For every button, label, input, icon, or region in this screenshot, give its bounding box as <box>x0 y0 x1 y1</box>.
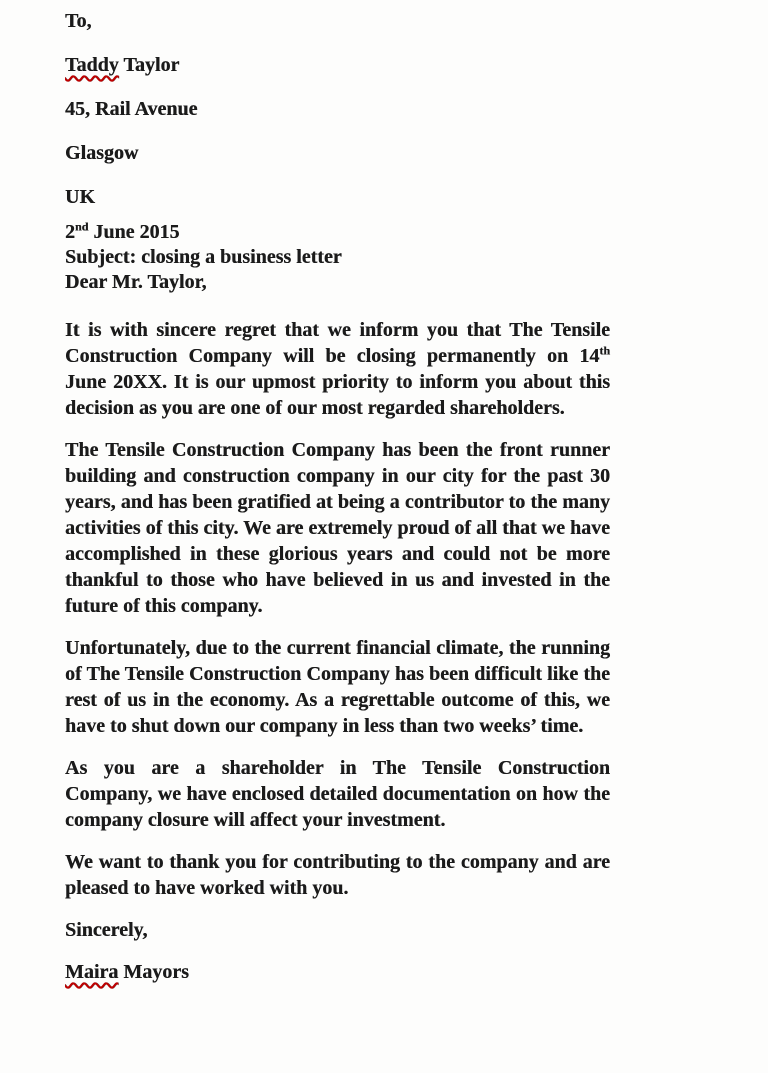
paragraph-1-text-before-ordinal: It is with sincere regret that we inform you that The Tensile Construction Company will be closing permanently on 14 <box>65 319 610 367</box>
recipient-name <box>65 52 610 78</box>
recipient-first-name-misspelled: Taddy <box>65 54 119 76</box>
paragraph-5: We want to thank you for contributing to the company and are pleased to have worked with you. <box>65 851 610 899</box>
greeting-line: Dear Mr. Taylor, <box>65 271 207 293</box>
date-day: 2 <box>65 221 75 243</box>
paragraph-2: The Tensile Construction Company has been the front runner building and construction company in our city for the past 30 years, and has been gratified at being a contributor to the many activities of this city. We are extremely proud of all that we have accomplished in these glorious years and could not be more thankful to those who have believed in us and invested in the future of this company. <box>65 439 610 617</box>
recipient-address-block <box>65 8 610 210</box>
date-line <box>65 220 610 245</box>
letter-body <box>65 317 610 901</box>
subject-line: Subject: closing a business letter <box>65 246 342 268</box>
paragraph-1-ordinal-superscript: th <box>599 343 610 358</box>
signature-last-name: Mayors <box>118 961 189 983</box>
paragraph-1-text-after-ordinal: June 20XX. It is our upmost priority to inform you about this decision as you are one of our most regarded shareholders. <box>65 371 610 419</box>
paragraph-1 <box>65 317 610 421</box>
paragraph-4: As you are a shareholder in The Tensile Construction Company, we have enclosed detailed documentation on how the company closure will affect your investment. <box>65 757 610 831</box>
letter-meta-block <box>65 220 610 295</box>
paragraph-3: Unfortunately, due to the current financial climate, the running of The Tensile Construction Company has been difficult like the rest of us in the economy. As a regrettable outcome of this, we have to shut down our company in less than two weeks’ time. <box>65 637 610 737</box>
date-rest: June 2015 <box>88 221 180 243</box>
to-label: To, <box>65 10 92 32</box>
recipient-street: 45, Rail Avenue <box>65 98 198 120</box>
closing-salutation: Sincerely, <box>65 919 148 941</box>
date-ordinal-superscript: nd <box>75 219 89 234</box>
recipient-last-name: Taylor <box>118 54 180 76</box>
recipient-city: Glasgow <box>65 142 139 164</box>
signature-first-name-misspelled: Maira <box>65 961 119 983</box>
recipient-country: UK <box>65 186 95 208</box>
signature-name <box>65 959 610 985</box>
